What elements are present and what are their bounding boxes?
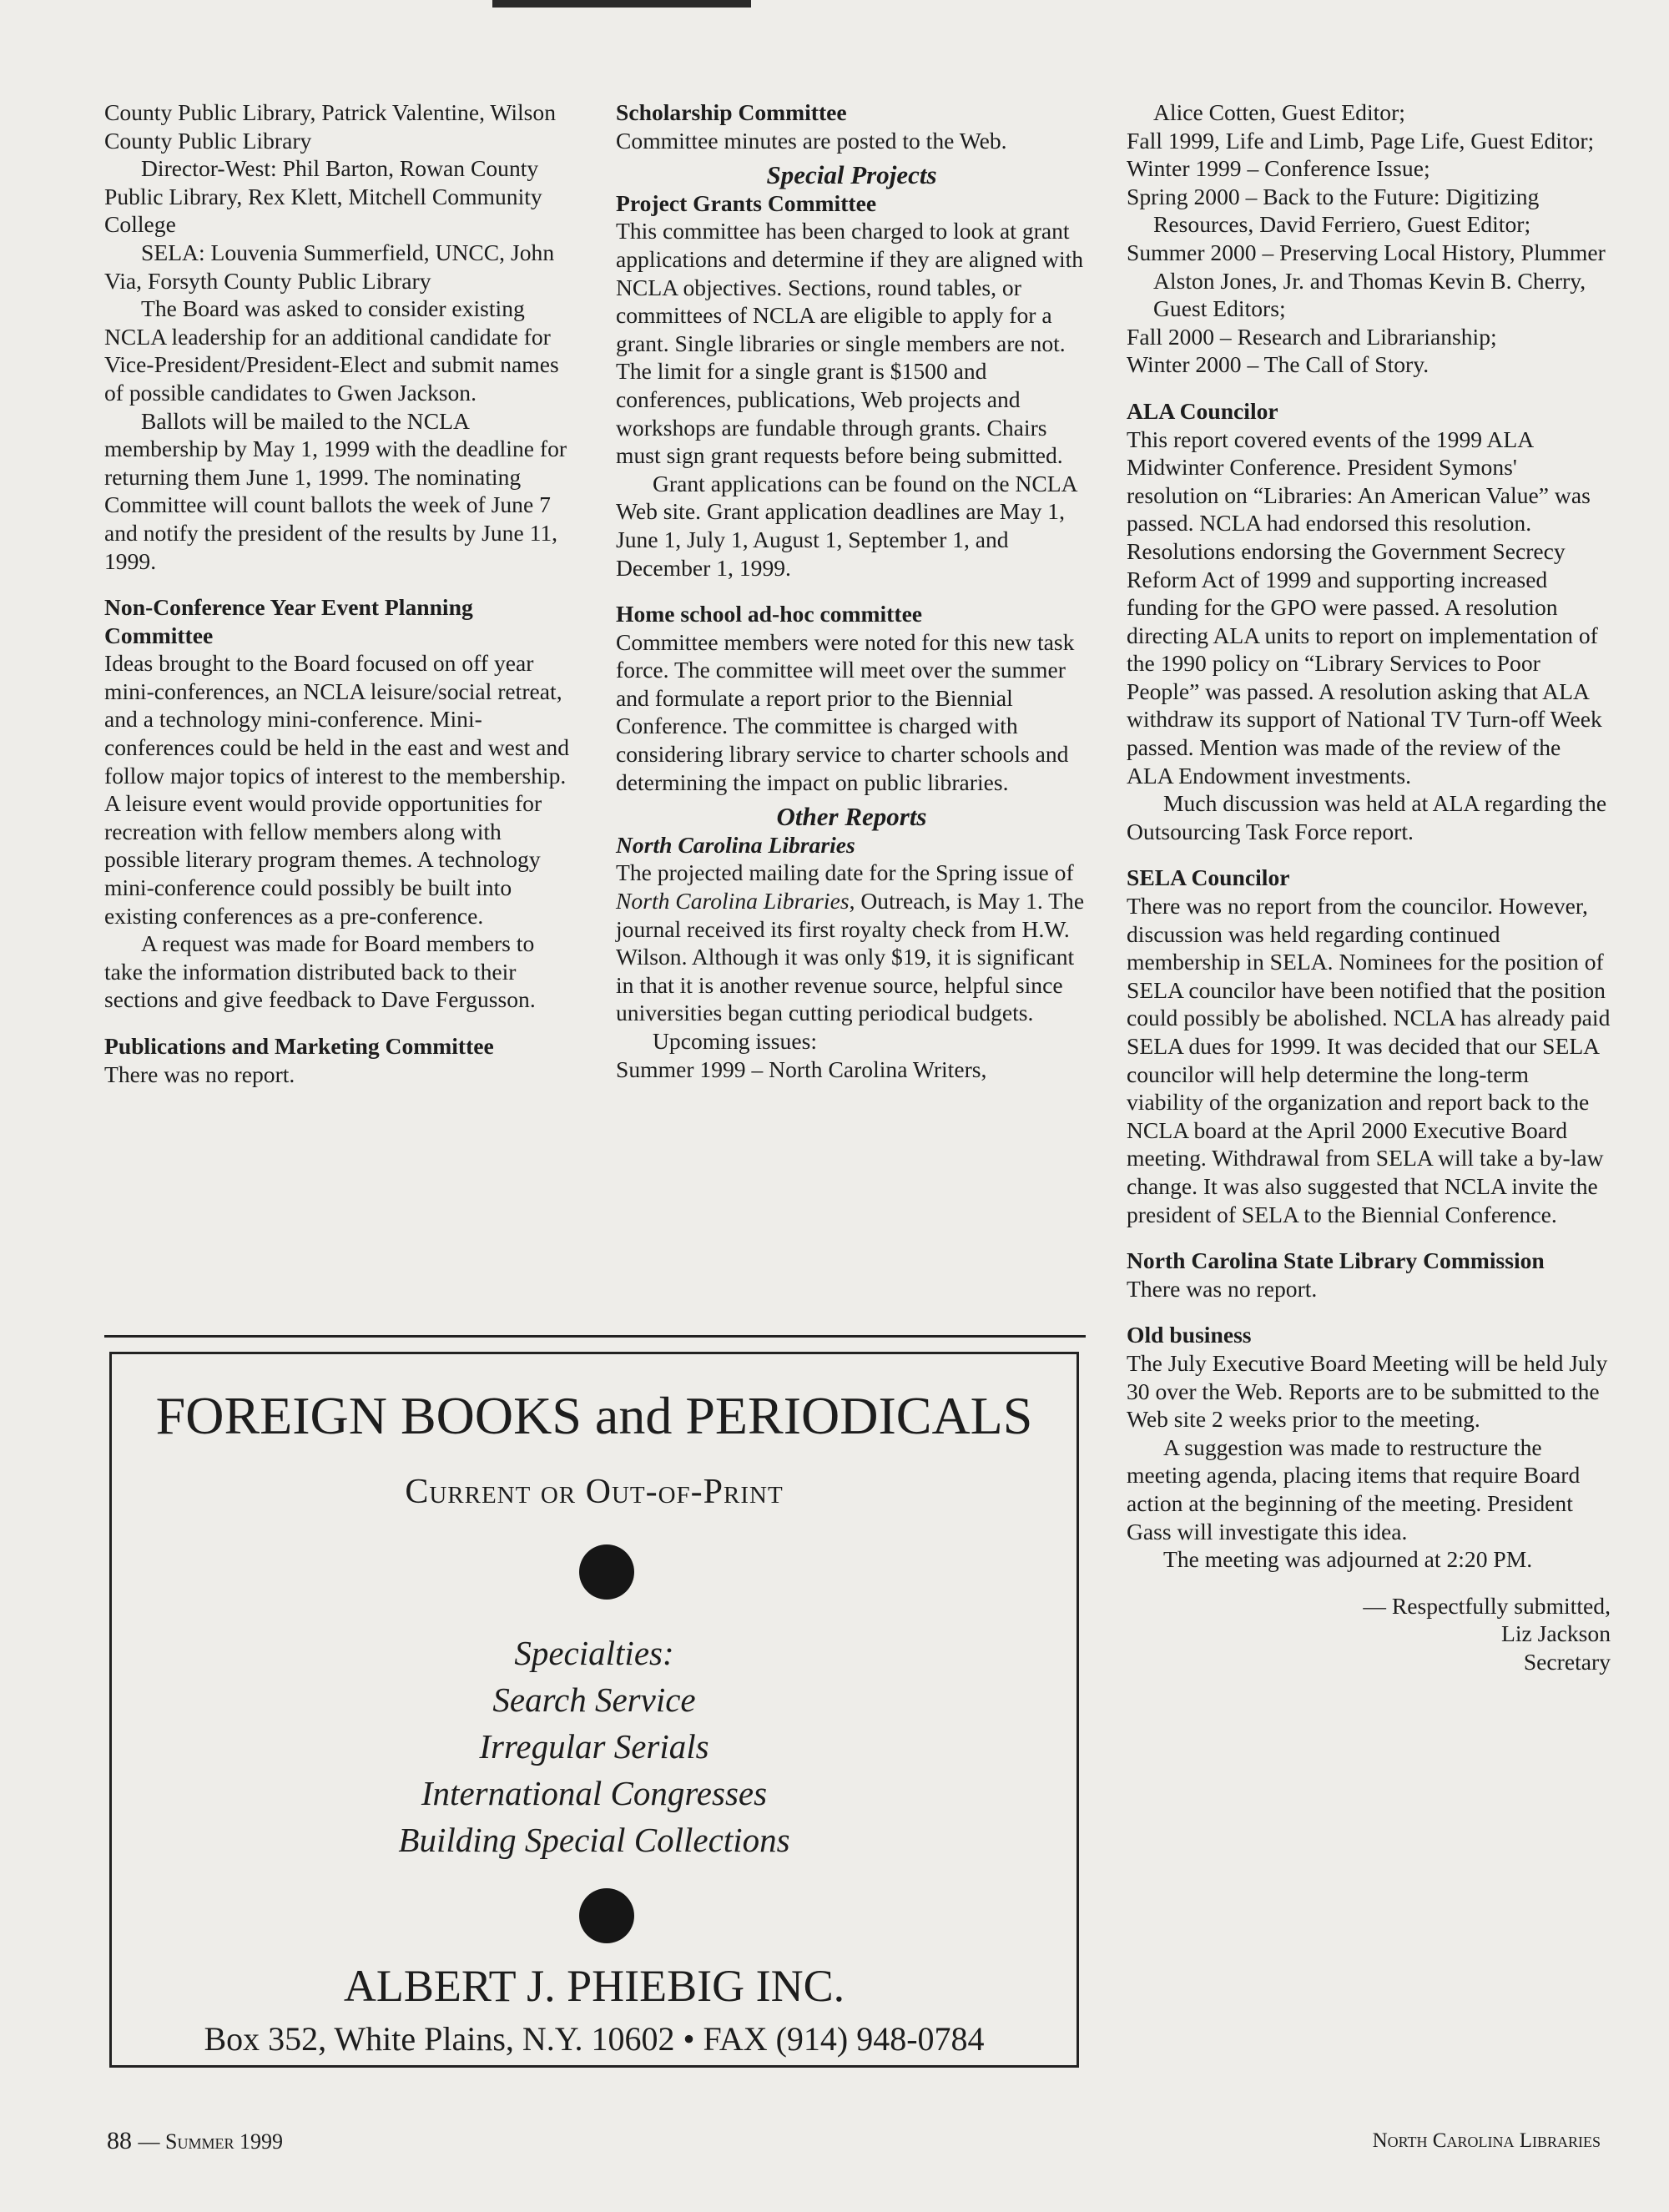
bullet-dot-icon <box>579 1544 634 1600</box>
ad-company: ALBERT J. PHIEBIG INC. <box>343 1961 845 2011</box>
paragraph: The Board was asked to consider existing NCLA leadership for an additional candidate for Vice-President/President-Elect and submit names of possible candidates to Gwen Jackson. <box>104 295 559 406</box>
paragraph: A suggestion was made to restructure the meeting agenda, placing items that require Board action at the beginning of the meeting. President Gass will investigate this idea. <box>1127 1434 1581 1544</box>
section-heading: Project Grants Committee <box>616 189 877 216</box>
footer-left <box>107 2126 283 2157</box>
specialty-item: Irregular Serials <box>479 1727 709 1766</box>
signature-title: Secretary <box>1523 1648 1611 1675</box>
section-title: Special Projects <box>766 160 937 190</box>
issue-item: Winter 1999 – Conference Issue; <box>1127 155 1430 182</box>
issue-item: Fall 2000 – Research and Librarianship; <box>1127 323 1497 350</box>
paragraph: Upcoming issues: <box>653 1028 817 1054</box>
section-heading: Scholarship Committee <box>616 99 847 125</box>
signature-name: Liz Jackson <box>1500 1620 1611 1647</box>
specialty-item: Search Service <box>492 1680 696 1719</box>
specialty-item: International Congresses <box>421 1774 768 1812</box>
section-heading: Publications and Marketing Committee <box>104 1033 494 1059</box>
paragraph <box>616 859 1087 1027</box>
section-heading: Home school ad-hoc committee <box>616 601 923 627</box>
journal-title: North Carolina Libraries <box>616 888 850 915</box>
ad-address: Box 352, White Plains, N.Y. 10602 • FAX (914) 948-0784 <box>204 2020 985 2058</box>
column-1 <box>104 98 572 1088</box>
paragraph: This report covered events of the 1999 ALA Midwinter Conference. President Symons' resolution on “Libraries: An American Value” was passed. NCLA had endorsed this resolution. Resolutions endorsing the Government Secrecy Reform Act of 1999 and supporting increased funding for the GPO were passed. A resolution directing ALA units to report on implementation of the 1990 policy on “Library Services to Poor People” was passed. A resolution asking that ALA withdraw its support of National TV Turn-off Week passed. Mention was made of the review of the ALA Endowment investments. <box>1127 426 1602 789</box>
paragraph: Summer 1999 – North Carolina Writers, <box>616 1056 987 1082</box>
specialty-item: Building Special Collections <box>398 1821 790 1859</box>
paragraph: Committee members were noted for this new task force. The committee will meet over the summer and formulate a report prior to the Biennial Conference. The committee is charged with considering library service to charter schools and determining the impact on public libraries. <box>616 628 1075 795</box>
paragraph: The meeting was adjourned at 2:20 PM. <box>1163 1546 1533 1573</box>
paragraph: Director-West: Phil Barton, Rowan County Public Library, Rex Klett, Mitchell Community College <box>104 155 542 238</box>
page-number: 88 <box>107 2127 132 2154</box>
text-run: , Outreach, is May 1. The journal received its first royalty check from H.W. Wilson. Although it was only $19, it is significant in that it is another revenue source, helpful since universities began cutting periodical budgets. <box>616 888 1085 1026</box>
section-title: Other Reports <box>776 802 927 832</box>
paragraph: This committee has been charged to look at grant applications and determine if they are aligned with NCLA objectives. Sections, round tables, or committees of NCLA are eligible to apply for a grant. Single libraries or single members are not. The limit for a single grant is $1500 and conferences, publications, Web projects and workshops are fundable through grants. Chairs must sign grant requests before being submitted. <box>616 218 1084 469</box>
section-heading: ALA Councilor <box>1127 397 1278 424</box>
text-run: The projected mailing date for the Spring issue of <box>616 859 1074 886</box>
journal-name: North Carolina Libraries <box>1372 2129 1601 2152</box>
column-3 <box>1127 98 1611 1675</box>
issue-item: Winter 2000 – The Call of Story. <box>1127 351 1429 378</box>
paragraph: Committee minutes are posted to the Web. <box>616 127 1007 154</box>
issue-item: Fall 1999, Life and Limb, Page Life, Guest Editor; <box>1127 127 1595 154</box>
paragraph: There was no report. <box>1127 1275 1318 1302</box>
signature-line: — Respectfully submitted, <box>1363 1592 1611 1619</box>
paragraph: SELA: Louvenia Summerfield, UNCC, John Via, Forsyth County Public Library <box>104 239 555 294</box>
section-heading: North Carolina State Library Commission <box>1127 1247 1545 1274</box>
paragraph: The July Executive Board Meeting will be held July 30 over the Web. Reports are to be submitted to the Web site 2 weeks prior to the meeting. <box>1127 1349 1608 1433</box>
bullet-dot-icon <box>579 1888 634 1943</box>
section-heading: Non-Conference Year Event Planning Committee <box>104 594 473 648</box>
subsection-heading: North Carolina Libraries <box>616 831 855 858</box>
paragraph: Ballots will be mailed to the NCLA membership by May 1, 1999 with the deadline for returning them June 1, 1999. The nominating Committee will count ballots the week of June 7 and notify the president of the results by June 11, 1999. <box>104 407 567 574</box>
section-heading: SELA Councilor <box>1127 864 1290 891</box>
ad-top-rule <box>104 1335 1086 1338</box>
paragraph: There was no report from the councilor. However, discussion was held regarding continued membership in SELA. Nominees for the position of SELA councilor have been notified that the position could possibly be abolished. NCLA has already paid SELA dues for 1999. It was decided that our SELA councilor will help determine the long-term viability of the organization and report back to the NCLA board at the April 2000 Executive Board meeting. Withdrawal from SELA will take a by-law change. It was also suggested that NCLA invite the president of SELA to the Biennial Conference. <box>1127 893 1611 1227</box>
advertisement <box>109 1352 1079 2068</box>
ad-title: FOREIGN BOOKS and PERIODICALS <box>155 1386 1033 1445</box>
column-2 <box>616 98 1087 1083</box>
top-edge-mark <box>492 0 751 8</box>
specialties-label: Specialties: <box>514 1634 674 1672</box>
section-heading: Old business <box>1127 1322 1252 1348</box>
paragraph: Ideas brought to the Board focused on off year mini-conferences, an NCLA leisure/social retreat, and a technology mini-conference. Mini-conferences could be held in the east and west and follow major topics of interest to the membership. A leisure event would provide opportunities for recreation with fellow members along with possible literary program themes. A technology mini-conference could possibly be built into existing conferences as a pre-conference. <box>104 650 570 929</box>
paragraph: There was no report. <box>104 1061 295 1087</box>
paragraph: Grant applications can be found on the NCLA Web site. Grant application deadlines are May 1, June 1, July 1, August 1, September 1, and December 1, 1999. <box>616 470 1077 581</box>
paragraph: County Public Library, Patrick Valentine, Wilson County Public Library <box>104 99 556 154</box>
paragraph: Much discussion was held at ALA regarding the Outsourcing Task Force report. <box>1127 790 1607 844</box>
issue-label: — Summer 1999 <box>138 2129 283 2154</box>
paragraph: A request was made for Board members to take the information distributed back to their sections and give feedback to Dave Fergusson. <box>104 930 536 1013</box>
issue-item: Spring 2000 – Back to the Future: Digitizing Resources, David Ferriero, Guest Editor; <box>1127 183 1540 238</box>
ad-specialties <box>112 1630 1077 1863</box>
issue-item: Alice Cotten, Guest Editor; <box>1153 99 1405 125</box>
ad-subtitle: Current or Out-of-Print <box>405 1473 784 1511</box>
issue-item: Summer 2000 – Preserving Local History, Plummer Alston Jones, Jr. and Thomas Kevin B. Cherry, Guest Editors; <box>1127 239 1606 322</box>
spacer <box>1127 1574 1611 1592</box>
